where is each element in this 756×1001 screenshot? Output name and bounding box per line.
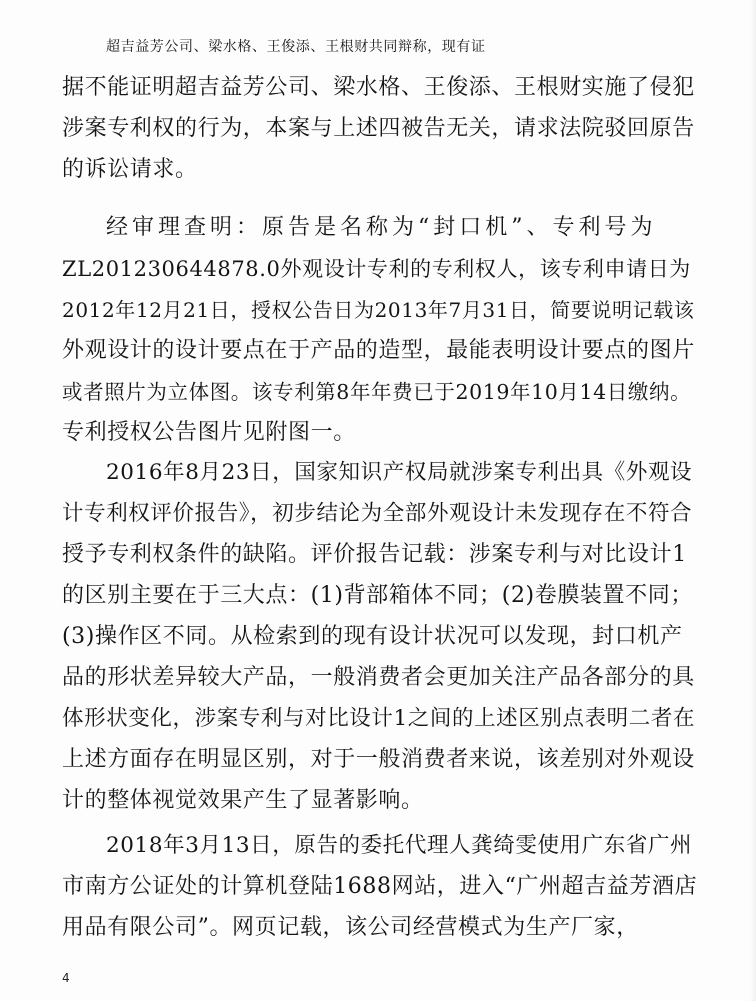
text-line: (3)操作区不同。从检索到的现有设计状况可以发现，封口机产 [62, 624, 683, 649]
text-line: 上述方面存在明显区别，对于一般消费者来说，该差别对外观设 [62, 747, 695, 772]
text-line: 2018年3月13日，原告的委托代理人龚绮雯使用广东省广州 [106, 833, 693, 858]
text-line: 涉案专利权的行为，本案与上述四被告无关，请求法院驳回原告 [62, 116, 695, 141]
text-line: 的区别主要在于三大点：(1)背部箱体不同；(2)卷膜装置不同； [62, 583, 693, 608]
text-line: 外观设计的设计要点在于产品的造型，最能表明设计要点的图片 [62, 338, 695, 363]
text-line: 授予专利权条件的缺陷。评价报告记载：涉案专利与对比设计1 [62, 542, 687, 567]
text-line: 超吉益芳公司、梁水格、王俊添、王根财共同辩称，现有证 [106, 39, 486, 55]
text-line: 2016年8月23日，国家知识产权局就涉案专利出具《外观设 [106, 460, 693, 485]
scan-edge-shadow [750, 0, 756, 1001]
text-line: 市南方公证处的计算机登陆1688网站，进入“广州超吉益芳酒店 [62, 874, 698, 899]
text-line: 用品有限公司”。网页记载，该公司经营模式为生产厂家， [62, 915, 639, 940]
text-line: 品的形状差异较大产品，一般消费者会更加关注产品各部分的具 [62, 665, 695, 690]
text-line: 据不能证明超吉益芳公司、梁水格、王俊添、王根财实施了侵犯 [62, 75, 695, 100]
text-line: 计专利权评价报告》，初步结论为全部外观设计未发现存在不符合 [62, 501, 693, 526]
text-line: 经审理查明：原告是名称为“封口机”、专利号为 [106, 215, 657, 240]
text-line: 的诉讼请求。 [62, 157, 198, 182]
text-line: 计的整体视觉效果产生了显著影响。 [62, 788, 424, 813]
text-line: 体形状变化，涉案专利与对比设计1之间的上述区别点表明二者在 [62, 706, 696, 731]
page-number: 4 [62, 971, 70, 985]
text-line: 专利授权公告图片见附图一。 [62, 420, 356, 445]
text-line: 或者照片为立体图。该专利第8年年费已于2019年10月14日缴纳。 [62, 380, 692, 404]
text-line: 2012年12月21日，授权公告日为2013年7月31日，简要说明记载该 [62, 298, 695, 322]
text-line: ZL201230644878.0外观设计专利的专利权人，该专利申请日为 [62, 257, 691, 281]
